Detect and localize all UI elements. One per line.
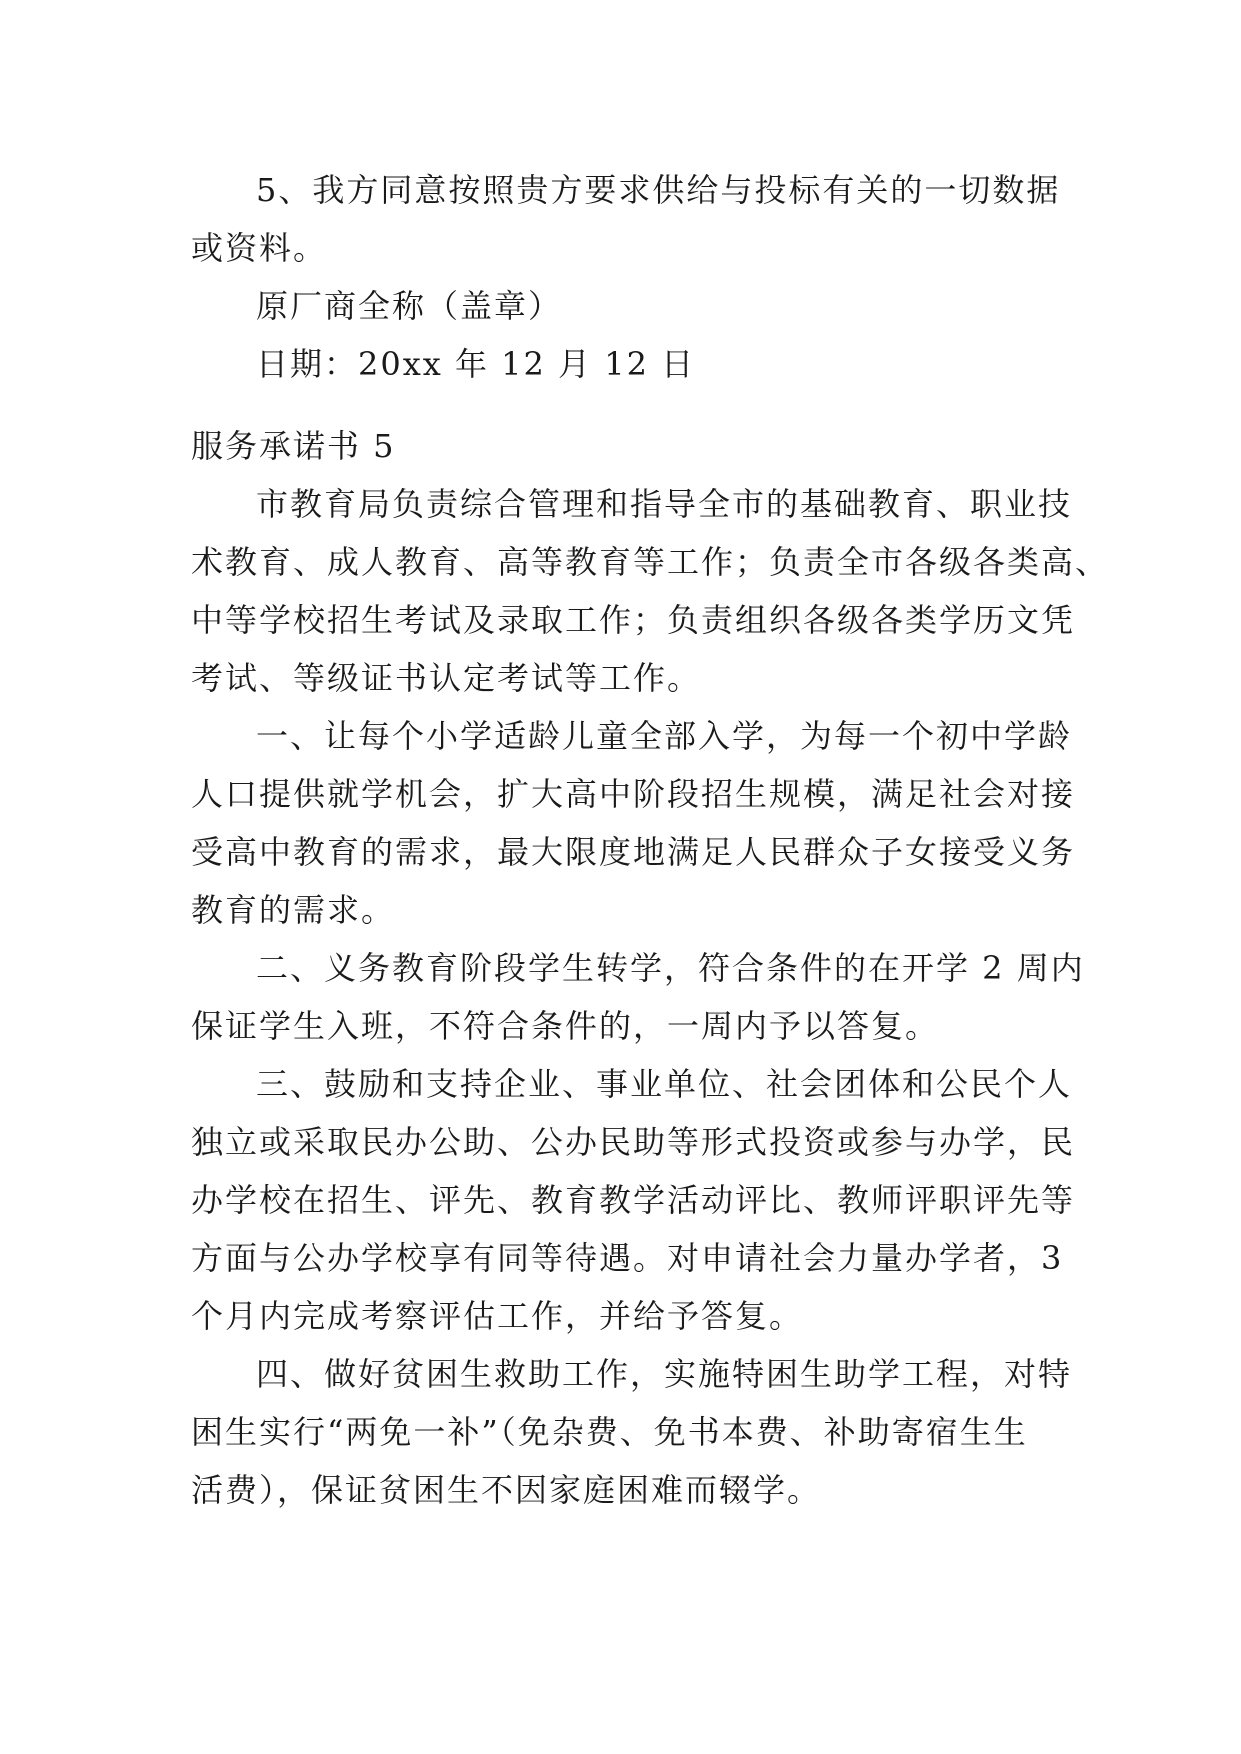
- section-heading: 服务承诺书 5: [191, 427, 396, 465]
- text-line: 一、让每个小学适龄儿童全部入学，为每一个初中学龄: [256, 717, 1073, 755]
- text-line: 考试、等级证书认定考试等工作。: [191, 659, 702, 697]
- text-line: 困生实行“两免一补”（免杂费、免书本费、补助寄宿生生: [191, 1413, 1028, 1451]
- text-line: 或资料。: [191, 229, 328, 267]
- spacer: [191, 393, 1051, 417]
- text-line: 人口提供就学机会，扩大高中阶段招生规模，满足社会对接: [191, 775, 1076, 813]
- text-line: 个月内完成考察评估工作，并给予答复。: [191, 1297, 804, 1335]
- text-line: 受高中教育的需求，最大限度地满足人民群众子女接受义务: [191, 833, 1076, 871]
- text-line: 独立或采取民办公助、公办民助等形式投资或参与办学，民: [191, 1123, 1076, 1161]
- text-line: 三、鼓励和支持企业、事业单位、社会团体和公民个人: [256, 1065, 1073, 1103]
- text-line: 方面与公办学校享有同等待遇。对申请社会力量办学者，3: [191, 1239, 1064, 1277]
- text-line: 保证学生入班，不符合条件的，一周内予以答复。: [191, 1007, 940, 1045]
- text-line: 市教育局负责综合管理和指导全市的基础教育、职业技: [256, 485, 1073, 523]
- text-line: 中等学校招生考试及录取工作；负责组织各级各类学历文凭: [191, 601, 1076, 639]
- text-line: 四、做好贫困生救助工作，实施特困生助学工程，对特: [256, 1355, 1073, 1393]
- text-line: 5、我方同意按照贵方要求供给与投标有关的一切数据: [256, 171, 1061, 209]
- text-line: 办学校在招生、评先、教育教学活动评比、教师评职评先等: [191, 1181, 1076, 1219]
- text-line: 术教育、成人教育、高等教育等工作；负责全市各级各类高、: [191, 543, 1110, 581]
- text-line: 活费），保证贫困生不因家庭困难而辍学。: [191, 1471, 822, 1509]
- document-page: [191, 161, 1110, 1519]
- text-line: 教育的需求。: [191, 891, 396, 929]
- date-line: 日期：20xx 年 12 月 12 日: [256, 345, 696, 383]
- company-name-line: 原厂商全称（盖章）: [256, 287, 563, 325]
- text-line: 二、义务教育阶段学生转学，符合条件的在开学 2 周内: [256, 949, 1085, 987]
